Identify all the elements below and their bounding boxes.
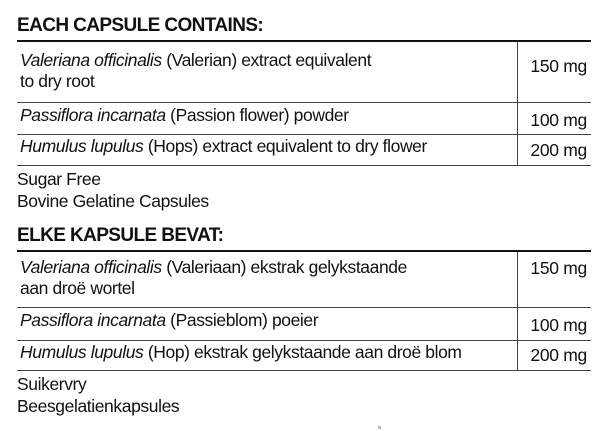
ingredient-amount: 100 mg — [530, 315, 587, 335]
ingredient-name: Valeriana officinalis (Valeriaan) ekstrak gelykstaande aan droë wortel — [20, 257, 407, 298]
column-divider — [517, 340, 518, 370]
ingredient-amount: 100 mg — [530, 110, 587, 130]
ingredient-row-passiflora-en — [17, 102, 591, 135]
note-sugar-free-af: Suikervry — [17, 374, 87, 394]
column-divider — [517, 252, 518, 307]
ingredient-name: Passiflora incarnata (Passieblom) poeier — [20, 310, 319, 330]
ingredient-amount: 150 mg — [530, 258, 587, 278]
ingredient-name: Valeriana officinalis (Valerian) extract equivalent to dry root — [20, 50, 372, 91]
note-capsule-type-af: Beesgelatienkapsules — [17, 396, 180, 416]
ingredient-row-valerian-af — [17, 252, 591, 308]
ingredient-amount: 150 mg — [530, 56, 587, 76]
ingredient-name: Humulus lupulus (Hop) ekstrak gelykstaande aan droë blom — [20, 342, 462, 362]
ingredient-row-humulus-af — [17, 340, 591, 371]
ingredient-row-humulus-en — [17, 134, 591, 166]
ingredient-amount: 200 mg — [530, 140, 587, 160]
column-divider — [517, 307, 518, 340]
note-sugar-free: Sugar Free — [17, 169, 101, 189]
afrikaans-heading: ELKE KAPSULE BEVAT: — [17, 224, 591, 252]
print-mark — [378, 426, 381, 429]
ingredient-name: Passiflora incarnata (Passion flower) powder — [20, 105, 349, 125]
ingredient-row-passiflora-af — [17, 307, 591, 341]
ingredient-name: Humulus lupulus (Hops) extract equivalent to dry flower — [20, 136, 427, 156]
english-heading: EACH CAPSULE CONTAINS: — [17, 14, 591, 42]
column-divider — [517, 42, 518, 102]
column-divider — [517, 102, 518, 134]
ingredient-row-valerian-en — [17, 42, 591, 103]
ingredient-amount: 200 mg — [530, 345, 587, 365]
note-capsule-type: Bovine Gelatine Capsules — [17, 191, 209, 211]
column-divider — [517, 134, 518, 165]
